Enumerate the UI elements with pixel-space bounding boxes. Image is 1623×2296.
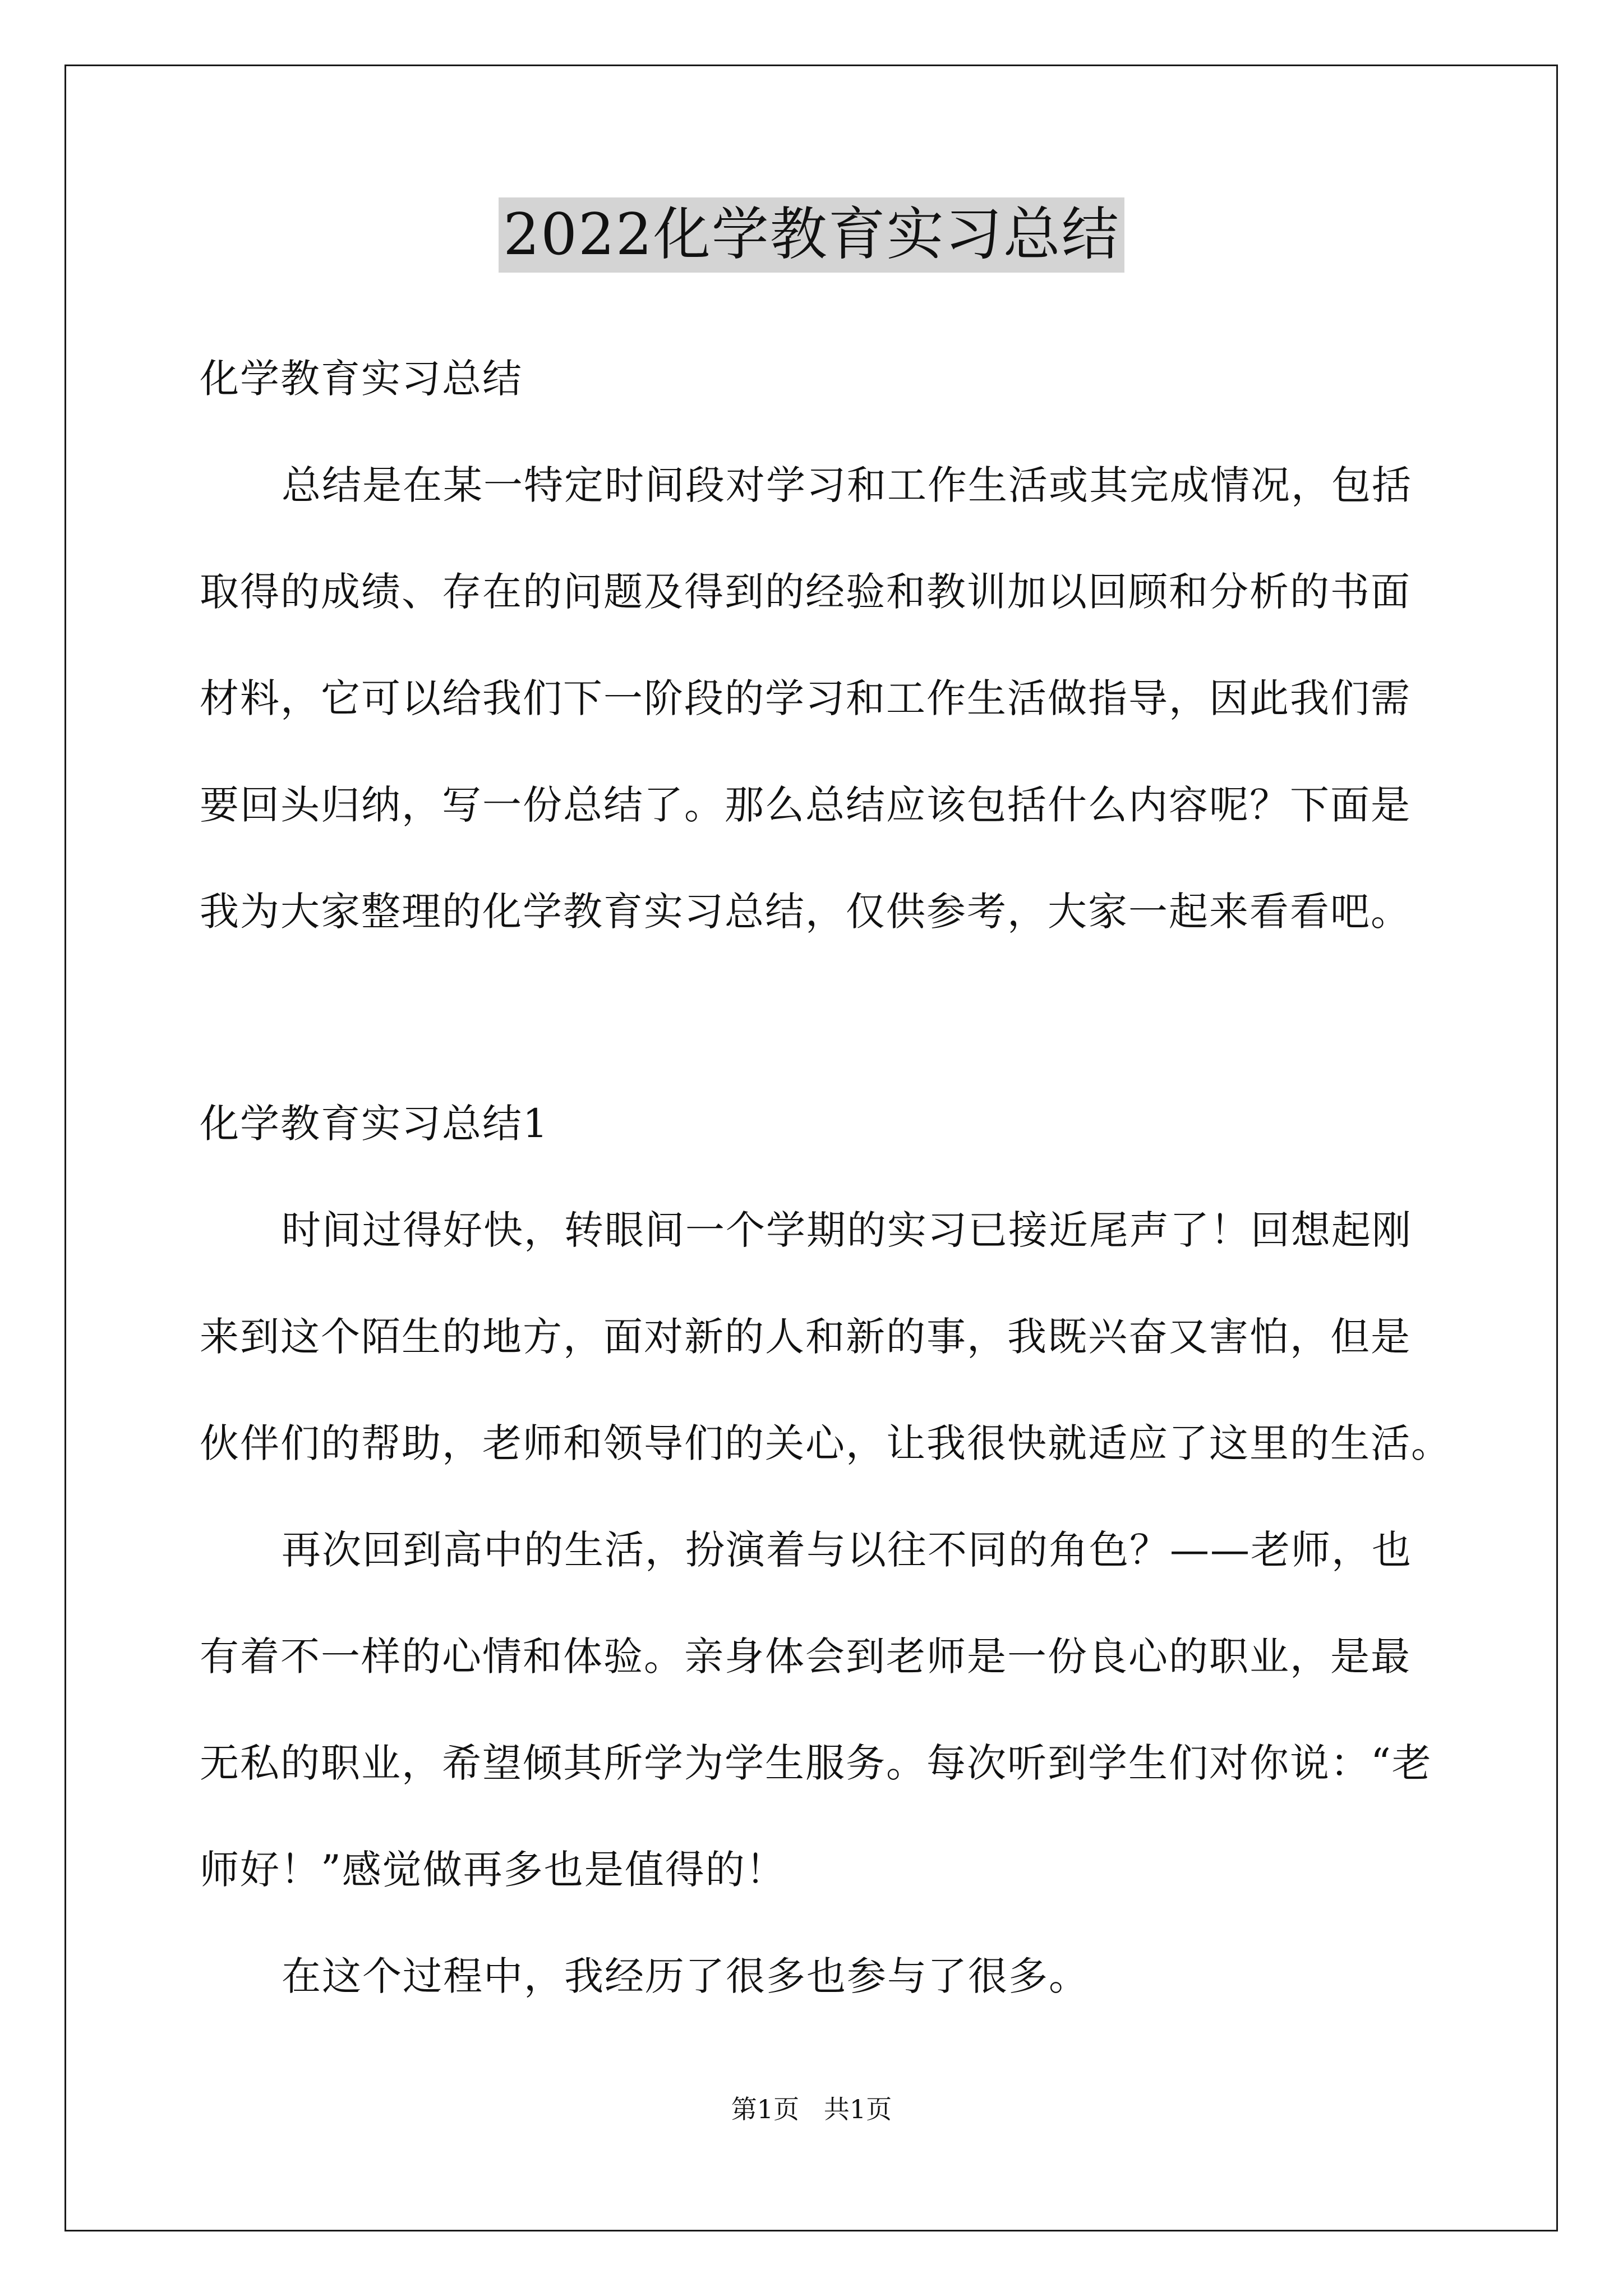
paragraph-line: 再次回到高中的生活，扮演着与以往不同的角色？——老师，也 <box>282 1527 1412 1573</box>
paragraph-line: 在这个过程中，我经历了很多也参与了很多。 <box>282 1953 1089 1999</box>
paragraph-line: 伙伴们的帮助，老师和领导们的关心，让我很快就适应了这里的生活。 <box>200 1420 1451 1466</box>
paragraph-line: 无私的职业，希望倾其所学为学生服务。每次听到学生们对你说：“老 <box>200 1740 1432 1786</box>
title-container <box>0 197 1623 273</box>
paragraph-line: 要回头归纳，写一份总结了。那么总结应该包括什么内容呢？下面是 <box>200 782 1411 828</box>
paragraph-line: 来到这个陌生的地方，面对新的人和新的事，我既兴奋又害怕，但是 <box>200 1314 1411 1360</box>
paragraph-line: 我为大家整理的化学教育实习总结，仅供参考，大家一起来看看吧。 <box>200 889 1411 935</box>
paragraph-line: 取得的成绩、存在的问题及得到的经验和教训加以回顾和分析的书面 <box>200 569 1411 615</box>
document-title: 2022化学教育实习总结 <box>499 197 1124 273</box>
paragraph-line: 师好！”感觉做再多也是值得的！ <box>200 1847 786 1893</box>
section-heading: 化学教育实习总结1 <box>200 1101 549 1147</box>
paragraph-line: 总结是在某一特定时间段对学习和工作生活或其完成情况，包括 <box>282 462 1412 508</box>
paragraph-line: 有着不一样的心情和体验。亲身体会到老师是一份良心的职业，是最 <box>200 1634 1411 1680</box>
paragraph-line: 时间过得好快，转眼间一个学期的实习已接近尾声了！回想起刚 <box>282 1207 1412 1253</box>
paragraph-line: 材料，它可以给我们下一阶段的学习和工作生活做指导，因此我们需 <box>200 675 1411 721</box>
page-number-footer: 第1页 共1页 <box>731 2094 892 2124</box>
section-heading: 化学教育实习总结 <box>200 356 523 402</box>
